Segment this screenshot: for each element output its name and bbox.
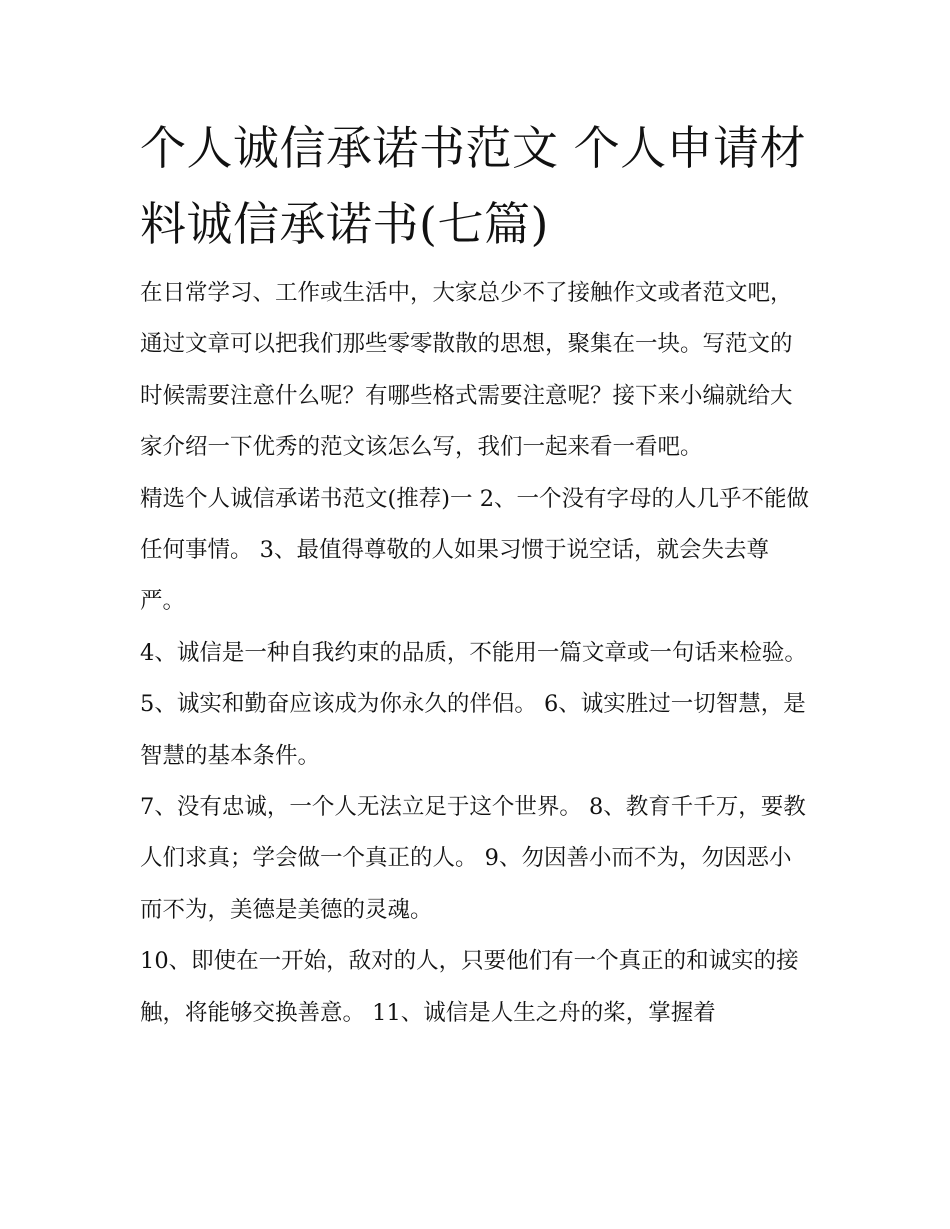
document-content	[140, 110, 812, 1039]
paragraph-2: 4、诚信是一种自我约束的品质，不能用一篇文章或一句话来检验。 5、诚实和勤奋应该成为你永久的伴侣。 6、诚实胜过一切智慧，是智慧的基本条件。	[140, 639, 807, 769]
document-title: 个人诚信承诺书范文 个人申请材料诚信承诺书(七篇)	[140, 121, 807, 251]
paragraph-intro: 在日常学习、工作或生活中，大家总少不了接触作文或者范文吧，通过文章可以把我们那些零零散散的思想，聚集在一块。写范文的时候需要注意什么呢？有哪些格式需要注意呢？接下来小编就给大家介绍一下优秀的范文该怎么写，我们一起来看一看吧。	[140, 280, 793, 461]
paragraph-1: 精选个人诚信承诺书范文(推荐)一 2、一个没有字母的人几乎不能做任何事情。 3、最值得尊敬的人如果习惯于说空话，就会失去尊严。	[140, 485, 810, 615]
paragraph-3: 7、没有忠诚，一个人无法立足于这个世界。 8、教育千千万，要教人们求真；学会做一个真正的人。 9、勿因善小而不为，勿因恶小而不为，美德是美德的灵魂。	[140, 794, 806, 923]
paragraph-4: 10、即使在一开始，敌对的人，只要他们有一个真正的和诚实的接触，将能够交换善意。 11、诚信是人生之舟的桨，掌握着	[140, 948, 799, 1026]
